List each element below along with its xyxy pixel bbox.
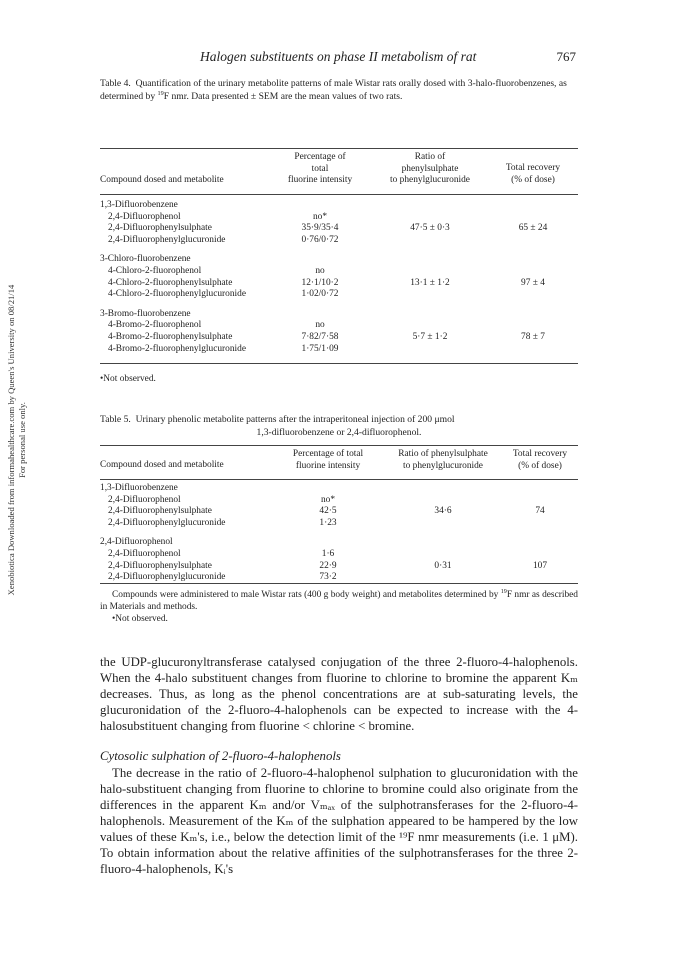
table-row [100,518,578,530]
compound-row [100,309,578,321]
compound-row [100,483,578,495]
table5-note [100,589,578,613]
table-row [100,506,578,518]
table4-caption-text-a: Quantification of the urinary metabolite patterns of male Wistar rats orally dosed with 3-halo-fluorobenzenes, as determined by [100,78,567,102]
table5-header-rule [100,479,578,480]
table4-header-total-1: Total recovery [505,163,561,173]
table-row [100,561,578,573]
table5-footnote: •Not observed. [112,614,168,624]
table4-caption-prefix: Table 4. [100,78,131,89]
metabolite-name: 2,4-Difluorophenol [108,494,181,505]
watermark-line-2: For personal use only. [16,402,27,478]
fluorine-intensity-cell: no* [312,211,328,222]
watermark-line-1: Xenobiotica Downloaded from informahealthcare.com by Queen's University on 08/21/14 [6,284,16,596]
page-number: 767 [556,49,576,64]
table4-header-total [488,163,578,186]
fluorine-intensity-cell: 1·02/0·72 [301,289,339,300]
total-recovery-cell: 65 ± 24 [518,223,548,234]
metabolite-name: 4-Chloro-2-fluorophenylglucuronide [108,289,246,300]
compound-row [100,254,578,266]
table5-note-text-b: F nmr as described in Materials and methods. [100,590,578,612]
metabolite-name: 4-Chloro-2-fluorophenylsulphate [108,277,233,288]
table-row [100,212,578,224]
body-text [100,654,578,877]
table-row [100,344,578,356]
table-row [100,495,578,507]
table4-header-pct-3: fluorine intensity [287,175,353,185]
table5-header-pct [272,449,384,472]
table4-caption-text-b: F nmr. Data presented ± SEM are the mean values of two rats. [163,90,403,102]
fluorine-intensity-cell: 22·9 [319,560,337,571]
table5-caption-line2: 1,3-difluorobenzene or 2,4-difluorophenol. [256,426,422,438]
fluorine-intensity-cell: no* [320,494,336,505]
table4-caption [100,78,578,103]
compound-row [100,537,578,549]
table5-header-total-1: Total recovery [512,449,568,459]
metabolite-name: 4-Bromo-2-fluorophenylglucuronide [108,343,246,354]
total-recovery-cell: 107 [532,560,548,571]
table-row [100,289,578,301]
table4-header-rule [100,194,578,195]
table4-bottom-rule [100,363,578,364]
table-row [100,549,578,561]
running-head [100,49,576,65]
body-paragraph-1: the UDP-glucuronyltransferase catalysed conjugation of the three 2-fluoro-4-halophenols. When the 4-halo substituent changes from fluorine to chlorine to bromine the apparent Kₘ decreases. Thus, as long as the phenol concentrations are at sub-saturating levels, the glucuronidation of the 2-fluoro-4-halophenols can be expected to increase with the 4-halosubstituent changing from fluorine < chlorine < bromine. [100,655,578,734]
body-paragraph-2: The decrease in the ratio of 2-fluoro-4-halophenol sulphation to glucuronidation with the halo-substituent changing from fluorine to chlorine to bromine could also originate from the differences in the apparent Kₘ and/or Vₘₐₓ of the sulphotransferases for the 2-fluoro-4-halophenols. Measurement of the Kₘ of the sulphation appeared to be hampered by the low values of these Kₘ's, i.e., below the detection limit of the ¹⁹F nmr measurements (i.e. 1 μM). To obtain information about the relative affinities of the sulphotransferases for the three 2-fluoro-4-halophenols, Kᵢ's [100,765,578,877]
table-row [100,332,578,344]
table5-caption-prefix: Table 5. [100,414,131,425]
table5-caption-line1-text: Urinary phenolic metabolite patterns after the intraperitoneal injection of 200 μmol [135,414,455,425]
fluorine-intensity-cell: 1·23 [319,517,337,528]
table4-caption-sup: 19 [157,89,164,97]
table5-caption [100,414,578,439]
table4-header-ratio-3: to phenylglucuronide [390,175,470,185]
fluorine-intensity-cell: 42·5 [319,506,337,517]
fluorine-intensity-cell: 73·2 [319,572,337,583]
compound-name: 1,3-Difluorobenzene [100,200,178,210]
compound-name: 1,3-Difluorobenzene [100,483,178,493]
table5-header-compound: Compound dosed and metabolite [100,460,224,470]
sulphate-glucuronide-ratio-cell: 5·7 ± 1·2 [412,332,448,342]
table4-header-pct-1: Percentage of [294,152,346,162]
table4-top-rule [100,148,578,149]
table-row [100,572,578,584]
table4-header-compound: Compound dosed and metabolite [100,175,224,185]
table5-header-pct-2: fluorine intensity [295,460,361,471]
metabolite-name: 2,4-Difluorophenylglucuronide [108,572,226,583]
fluorine-intensity-cell: no [315,320,325,331]
table5-header-pct-1: Percentage of total [292,449,364,459]
table4-header-ratio-2: phenylsulphate [401,163,459,174]
compound-name: 2,4-Difluorophenol [100,537,173,548]
table5-header-ratio-2: to phenylglucuronide [403,460,483,471]
fluorine-intensity-cell: 35·9/35·4 [301,223,339,234]
table5-top-rule [100,445,578,446]
compound-name: 3-Chloro-fluorobenzene [100,254,191,265]
metabolite-name: 4-Bromo-2-fluorophenylsulphate [108,332,233,342]
metabolite-name: 2,4-Difluorophenylsulphate [108,223,212,234]
table4-header-ratio [372,152,488,187]
table4-header-pct [270,152,370,187]
metabolite-name: 2,4-Difluorophenylsulphate [108,560,212,571]
total-recovery-cell: 74 [535,506,545,517]
running-head-title: Halogen substituents on phase II metabolism of rat [200,49,477,64]
table4-footnote: •Not observed. [100,374,156,384]
table-row [100,320,578,332]
metabolite-name: 2,4-Difluorophenol [108,549,181,559]
section-title: Cytosolic sulphation of 2-fluoro-4-halophenols [100,749,341,764]
metabolite-name: 4-Chloro-2-fluorophenol [108,266,202,276]
fluorine-intensity-cell: 1·6 [321,549,335,559]
metabolite-name: 2,4-Difluorophenol [108,211,181,222]
table-row [100,223,578,235]
metabolite-name: 2,4-Difluorophenylglucuronide [108,517,226,528]
table5-note-text-a: Compounds were administered to male Wistar rats (400 g body weight) and metabolites determined by [112,590,501,600]
metabolite-name: 4-Bromo-2-fluorophenol [108,320,202,331]
fluorine-intensity-cell: 7·82/7·58 [301,332,339,342]
table4-header-pct-2: total [311,163,329,174]
sulphate-glucuronide-ratio-cell: 47·5 ± 0·3 [410,223,450,234]
table-row [100,266,578,278]
compound-row [100,200,578,212]
table4-header-ratio-1: Ratio of [414,152,446,162]
sulphate-glucuronide-ratio-cell: 34·6 [434,506,452,517]
table5-bottom-rule [100,583,578,584]
fluorine-intensity-cell: 12·1/10·2 [301,277,339,288]
fluorine-intensity-cell: no [315,266,325,276]
fluorine-intensity-cell: 0·76/0·72 [301,234,339,245]
table-row [100,235,578,247]
table-row [100,278,578,290]
metabolite-name: 2,4-Difluorophenylsulphate [108,506,212,517]
sulphate-glucuronide-ratio-cell: 0·31 [434,560,452,571]
table4-header [100,152,578,192]
table5-header-total-2: (% of dose) [518,460,562,471]
table5-note-sup: 19 [500,588,507,595]
fluorine-intensity-cell: 1·75/1·09 [301,343,339,354]
table5-header-ratio [384,449,502,472]
download-watermark [2,180,42,700]
table5-header-ratio-1: Ratio of phenylsulphate [398,449,488,459]
table5-header [100,449,578,477]
table5-header-total [502,449,578,472]
total-recovery-cell: 97 ± 4 [521,277,545,288]
total-recovery-cell: 78 ± 7 [521,332,545,342]
table4-header-total-2: (% of dose) [511,174,555,185]
table5-caption-line1 [100,414,578,427]
compound-name: 3-Bromo-fluorobenzene [100,308,191,319]
sulphate-glucuronide-ratio-cell: 13·1 ± 1·2 [410,277,450,288]
metabolite-name: 2,4-Difluorophenylglucuronide [108,234,226,245]
